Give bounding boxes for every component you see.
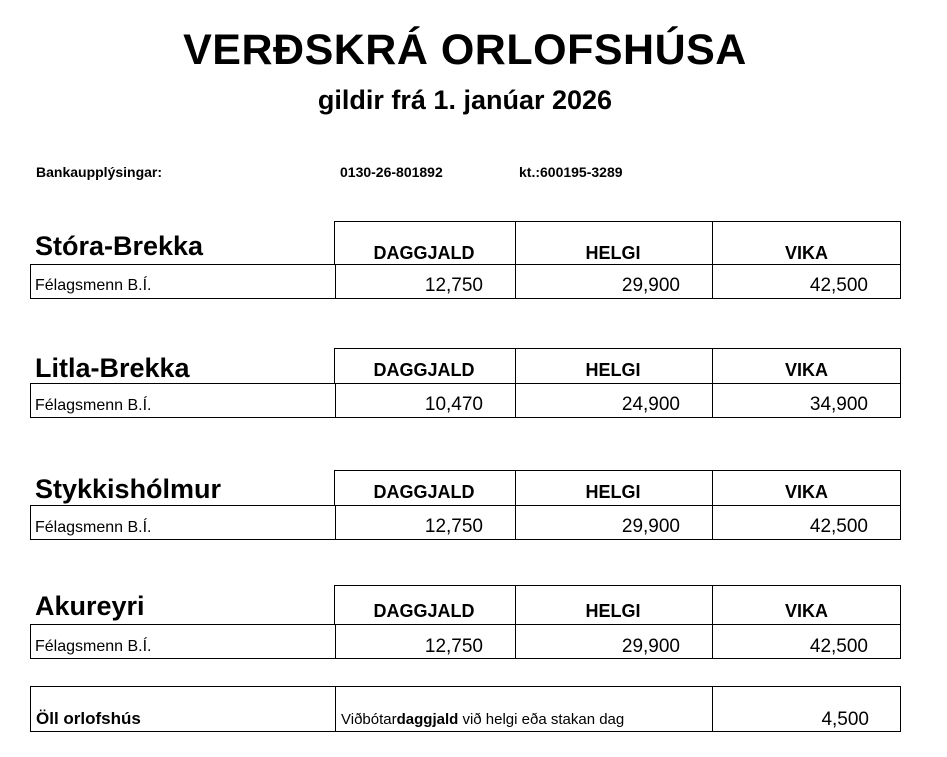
price-daggjald: 12,750: [424, 636, 483, 657]
price-daggjald: 10,470: [424, 394, 483, 415]
house-name: Stykkishólmur: [35, 474, 222, 504]
price-vika: 42,500: [809, 275, 868, 296]
price-vika: 42,500: [809, 636, 868, 657]
note-prefix: Viðbótar: [341, 711, 397, 728]
note-bold: daggjald: [396, 711, 459, 728]
member-label: Félagsmenn B.Í.: [35, 397, 152, 414]
house-name: Litla-Brekka: [35, 353, 190, 383]
price-daggjald: 12,750: [424, 516, 483, 537]
header-daggjald: DAGGJALD: [373, 360, 475, 380]
header-helgi: HELGI: [585, 601, 641, 621]
bank-label: Bankaupplýsingar:: [36, 164, 163, 180]
price-vika: 34,900: [809, 394, 868, 415]
bank-account: 0130-26-801892: [340, 164, 443, 180]
all-houses-price: 4,500: [821, 709, 869, 730]
price-helgi: 29,900: [621, 275, 680, 296]
price-helgi: 29,900: [621, 516, 680, 537]
header-vika: VIKA: [784, 601, 828, 621]
header-daggjald: DAGGJALD: [373, 243, 475, 263]
header-daggjald: DAGGJALD: [373, 482, 475, 502]
header-helgi: HELGI: [585, 243, 641, 263]
price-daggjald: 12,750: [424, 275, 483, 296]
bank-kt: kt.:600195-3289: [519, 164, 623, 180]
house-name: Stóra-Brekka: [35, 231, 204, 261]
header-helgi: HELGI: [585, 482, 641, 502]
page-subtitle: gildir frá 1. janúar 2026: [317, 85, 613, 115]
note-suffix: við helgi eða stakan dag: [458, 711, 625, 728]
all-houses-label: Öll orlofshús: [36, 709, 141, 728]
member-label: Félagsmenn B.Í.: [35, 638, 152, 655]
all-houses-note: [341, 711, 624, 729]
house-name: Akureyri: [35, 591, 145, 621]
header-vika: VIKA: [784, 360, 828, 380]
header-daggjald: DAGGJALD: [373, 601, 475, 621]
member-label: Félagsmenn B.Í.: [35, 519, 152, 536]
member-label: Félagsmenn B.Í.: [35, 277, 152, 294]
all-houses-row: [30, 686, 901, 732]
page-title: VERÐSKRÁ ORLOFSHÚSA: [183, 26, 747, 74]
price-vika: 42,500: [809, 516, 868, 537]
header-vika: VIKA: [784, 482, 828, 502]
header-vika: VIKA: [784, 243, 828, 263]
price-helgi: 29,900: [621, 636, 680, 657]
price-helgi: 24,900: [621, 394, 680, 415]
header-helgi: HELGI: [585, 360, 641, 380]
